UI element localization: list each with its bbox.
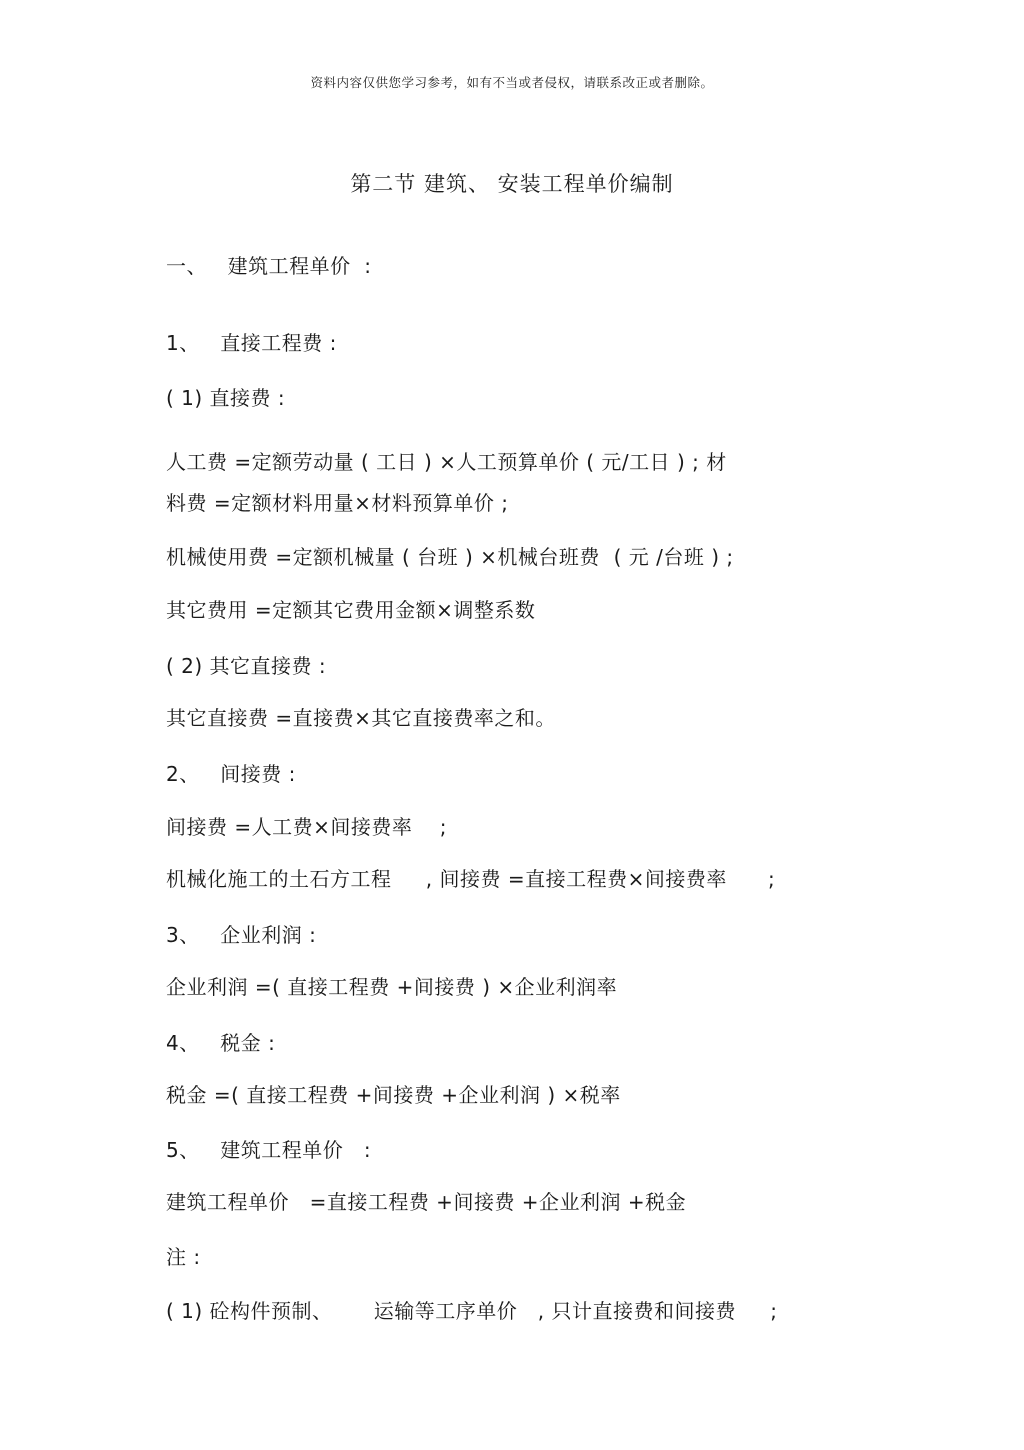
item-heading-direct-engineering-cost: 1、 直接工程费 : — [166, 331, 337, 355]
section-title: 第二节 建筑、 安装工程单价编制 — [350, 172, 674, 196]
formula-labor-cost: 人工费 =定额劳动量 ( 工日 ) ×人工预算单价 ( 元/工日 ) ; 材 — [166, 450, 727, 474]
formula-indirect-cost: 间接费 =人工费×间接费率 ; — [166, 815, 448, 839]
subitem-heading-direct-cost: ( 1) 直接费 : — [166, 386, 286, 410]
page-disclaimer: 资料内容仅供您学习参考，如有不当或者侵权，请联系改正或者删除。 — [310, 75, 714, 90]
note-item-1: ( 1) 砼构件预制、 运输等工序单价 , 只计直接费和间接费 ; — [166, 1299, 778, 1323]
formula-enterprise-profit: 企业利润 =( 直接工程费 +间接费 ) ×企业利润率 — [166, 975, 618, 999]
formula-mechanized-earthwork: 机械化施工的土石方工程 , 间接费 =直接工程费×间接费率 ; — [166, 867, 776, 891]
formula-tax: 税金 =( 直接工程费 +间接费 +企业利润 ) ×税率 — [166, 1083, 621, 1107]
item-heading-indirect-cost: 2、 间接费 : — [166, 762, 296, 786]
item-heading-tax: 4、 税金 : — [166, 1031, 276, 1055]
formula-material-cost: 料费 =定额材料用量×材料预算单价 ; — [166, 491, 509, 515]
formula-machinery-cost: 机械使用费 =定额机械量 ( 台班 ) ×机械台班费 ( 元 /台班 ) ; — [166, 545, 734, 569]
item-heading-building-unit-price: 5、 建筑工程单价 : — [166, 1138, 372, 1162]
item-heading-enterprise-profit: 3、 企业利润 : — [166, 923, 317, 947]
subitem-heading-other-direct-cost: ( 2) 其它直接费 : — [166, 654, 327, 678]
formula-other-direct-cost: 其它直接费 =直接费×其它直接费率之和。 — [166, 706, 556, 730]
note-heading: 注 : — [166, 1245, 201, 1269]
formula-other-cost: 其它费用 =定额其它费用金额×调整系数 — [166, 598, 536, 622]
formula-building-unit-price: 建筑工程单价 =直接工程费 +间接费 +企业利润 +税金 — [166, 1190, 687, 1214]
section-heading-building-unit-price: 一、 建筑工程单价 : — [166, 254, 372, 278]
